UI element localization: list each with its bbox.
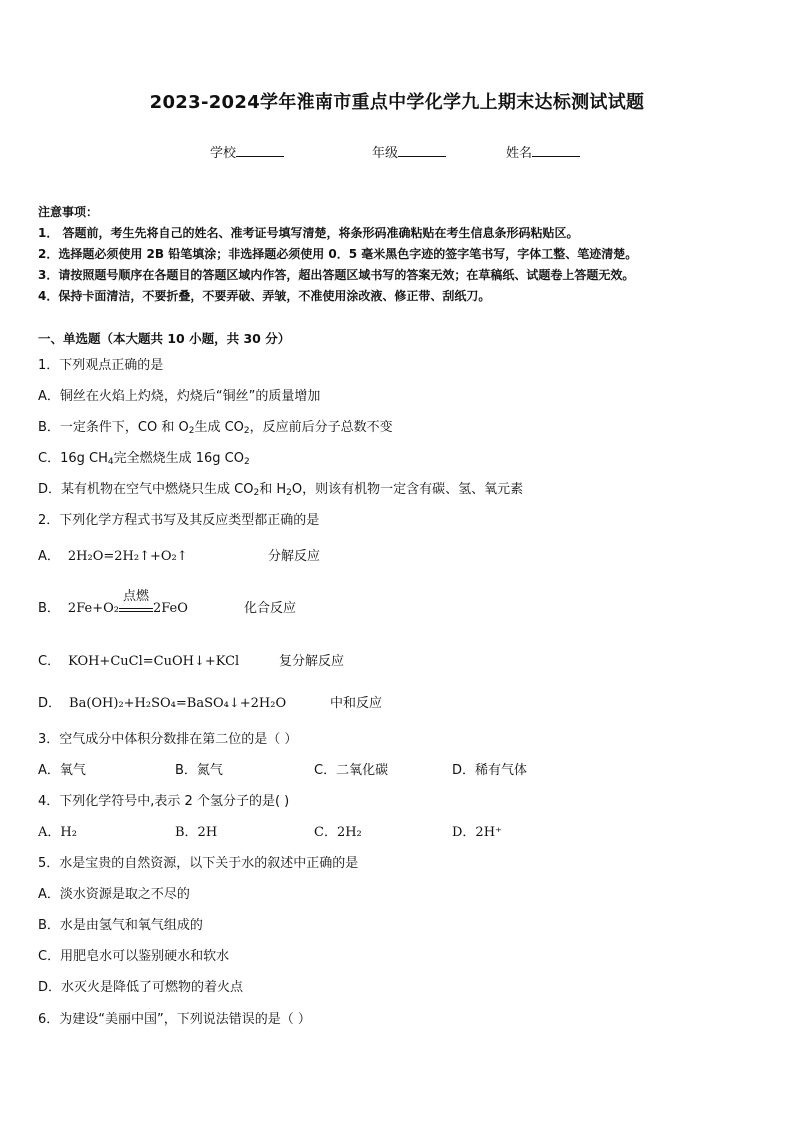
option-d: D．某有机物在空气中燃烧只生成 $CO_2$和 $H_2O$，则该有机物一定含有碳、氢、氧元素: [38, 482, 524, 498]
option-b: B．氮气: [175, 763, 223, 778]
option-c: C．16g $CH_4$完全燃烧生成 16g $CO_2$: [38, 451, 250, 467]
question-stem: 5．水是宝贵的自然资源，以下关于水的叙述中正确的是: [38, 856, 359, 871]
option-a: A．铜丝在火焰上灼烧，灼烧后“铜丝”的质量增加: [38, 389, 321, 404]
option-c: C．2H₂: [314, 825, 362, 840]
option-a: A． 2H₂O=2H₂↑+O₂↑: [38, 549, 188, 564]
name-label: 姓名: [506, 146, 533, 161]
school-field: [210, 142, 284, 161]
option-c: C． KOH+CuCl=CuOH↓+KCl: [38, 654, 240, 669]
option-b: B．一定条件下，CO 和 $O_2$生成 $CO_2$，反应前后分子总数不变: [38, 420, 393, 436]
note-item: 1． 答题前，考生先将自己的姓名、准考证号填写清楚，将条形码准确粘贴在考生信息条形码粘贴区。: [38, 226, 579, 240]
note-item: 3．请按照题号顺序在各题目的答题区域内作答，超出答题区域书写的答案无效；在草稿纸、试题卷上答题无效。: [38, 268, 635, 282]
reaction-condition: 点燃: [119, 601, 153, 612]
question-stem: 2．下列化学方程式书写及其反应类型都正确的是: [38, 513, 320, 528]
section-heading: 一、单选题（本大题共 10 小题，共 30 分）: [38, 331, 291, 346]
reaction-type: 中和反应: [330, 696, 383, 711]
option-d: D．水灭火是降低了可燃物的着火点: [38, 980, 244, 995]
school-blank: [236, 144, 284, 157]
option-a: A．淡水资源是取之不尽的: [38, 887, 190, 902]
equation: KOH+CuCl=CuOH↓+KCl: [68, 654, 240, 669]
note-item: 2．选择题必须使用 2B 铅笔填涂；非选择题必须使用 0．5 毫米黑色字迹的签字笔书写，字体工整、笔迹清楚。: [38, 247, 638, 261]
option-a: A．H₂: [38, 825, 77, 840]
option-d: D． Ba(OH)₂+H₂SO₄=BaSO₄↓+2H₂O: [38, 696, 287, 711]
grade-label: 年级: [372, 146, 399, 161]
option-b: B． 2Fe+O₂ 点燃 2FeO: [38, 589, 188, 616]
page-title: 2023-2024学年淮南市重点中学化学九上期末达标测试试题: [149, 92, 645, 113]
grade-blank: [398, 144, 446, 157]
option-a: A．氧气: [38, 763, 86, 778]
option-b: B．2H: [175, 825, 218, 840]
question-stem: 3．空气成分中体积分数排在第二位的是（ ）: [38, 732, 298, 747]
reaction-type: 分解反应: [268, 549, 321, 564]
grade-field: [372, 142, 446, 161]
option-d: D．稀有气体: [452, 763, 528, 778]
option-c: C．二氧化碳: [314, 763, 389, 778]
note-item: 4．保持卡面清洁，不要折叠，不要弄破、弄皱，不准使用涂改液、修正带、刮纸刀。: [38, 289, 491, 303]
name-field: [506, 142, 580, 161]
equation: Ba(OH)₂+H₂SO₄=BaSO₄↓+2H₂O: [69, 696, 287, 711]
name-blank: [532, 144, 580, 157]
question-stem: 1．下列观点正确的是: [38, 358, 164, 373]
question-stem: 4．下列化学符号中,表示 2 个氢分子的是( ): [38, 794, 290, 809]
question-stem: 6．为建设“美丽中国”，下列说法错误的是（ ）: [38, 1012, 311, 1027]
option-d: D．2H⁺: [452, 825, 502, 840]
option-c: C．用肥皂水可以鉴别硬水和软水: [38, 949, 230, 964]
equation: 2H₂O=2H₂↑+O₂↑: [67, 549, 188, 564]
reaction-type: 化合反应: [244, 601, 297, 616]
school-label: 学校: [210, 146, 237, 161]
option-b: B．水是由氢气和氧气组成的: [38, 918, 203, 933]
reaction-type: 复分解反应: [279, 654, 345, 669]
notes-heading: 注意事项：: [38, 205, 99, 219]
